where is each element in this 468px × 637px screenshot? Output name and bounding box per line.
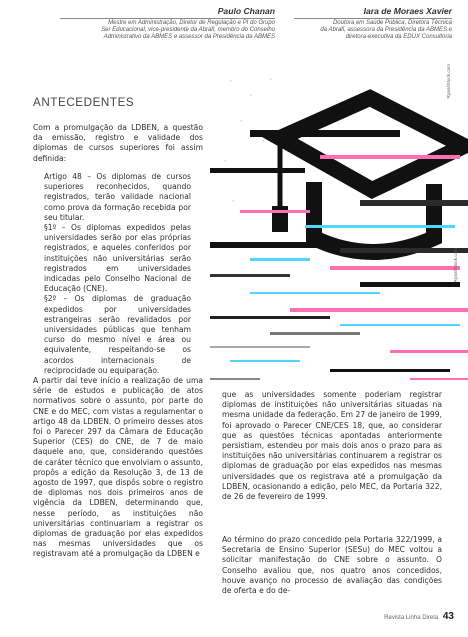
author-bio-line: da Abrafi, assessora da Presidência da ABMES e bbox=[320, 26, 452, 33]
author-name: Paulo Chanan bbox=[60, 6, 275, 19]
quote-paragraph: §2º – Os diplomas de graduação expedidos por universidades estrangeiras serão revalidados por universidades públicas que tenham curso do mesmo nível e área ou equivalente, respeitando-se os acordos internacionais de reciprocidade ou equiparação. bbox=[44, 294, 191, 375]
body-paragraph: A partir daí teve início a realização de uma série de estudos e publicação de atos normativos sobre o assunto, por parte do CNE e do MEC, com vistas a regulamentar o artigo 48 da LDBEN. O primeiro desses atos foi o Parecer 297 da Câmara de Educação Superior (CES) do CNE, de 7 de maio daquele ano, que, considerando questões de caráter técnico que envolviam o assunto, propôs a edição da Resolução 3, de 13 de agosto de 1997, que dispôs sobre o registro de diplomas nos dois primeiros anos de vigência da LDBEN, determinando que, nesse período, as instituições não universitárias continuariam a registrar os diplomas de graduação por elas expedidos nas mesmas universidades que os registravam até a promulgação da LDBEN e bbox=[33, 376, 203, 559]
author-bio-line: Administrativo da ABMES e assessor da Presidência da ABMES bbox=[103, 33, 275, 40]
law-quote bbox=[44, 172, 191, 376]
quote-paragraph: Artigo 48 – Os diplomas de cursos superiores reconhecidos, quando registrados, terão validade nacional como prova da formação recebida por seu titular. bbox=[44, 172, 191, 222]
author-bio bbox=[294, 20, 452, 40]
image-credit: Ryan/iStock.com bbox=[446, 64, 451, 99]
publication-name: Revista Linha Direta bbox=[384, 615, 439, 621]
intro-paragraph: Com a promulgação da LDBEN, a questão da emissão, registro e validade dos diplomas de cursos superiores foi assim definida: bbox=[33, 123, 203, 163]
author-bio-line: diretora-executiva da EDUX Consultoria bbox=[345, 33, 452, 40]
section-title: ANTECEDENTES bbox=[33, 96, 135, 109]
page-footer bbox=[384, 611, 454, 622]
body-paragraph: Ao término do prazo concedido pela Portaria 322/1999, a Secretaria de Ensino Superior (SESu) do MEC voltou a solicitar manifestação do CNE sobre o assunto. O Conselho avaliou que, nos quatro anos concedidos, houve avanço no processo de avaliação das condições de oferta e do de- bbox=[222, 535, 442, 596]
author-block-iara-de-moraes-xavier bbox=[294, 6, 452, 40]
author-bio bbox=[60, 20, 275, 40]
image-credit: Ryan/iStock.com bbox=[453, 248, 458, 283]
author-block-paulo-chanan bbox=[60, 6, 275, 40]
author-bio-line: Ser Educacional, vice-presidente da Abrafi, membro do Conselho bbox=[101, 26, 275, 33]
author-name: Iara de Moraes Xavier bbox=[294, 6, 452, 19]
page-number: 43 bbox=[442, 611, 454, 622]
body-paragraph: que as universidades somente poderiam registrar diplomas de instituições não universitárias situadas na mesma unidade da federação. Em 27 de janeiro de 1999, foi aprovado o Parecer CNE/CES 18, que, ao considerar que as questões técnicas apontadas anteriormente persistiam, estendeu por mais dois anos o prazo para as instituições não universitárias continuarem a registrar os diplomas de graduação por elas expedidos nas mesmas universidades que os registrava até a promulgação da LDBEN, ocasionando a edição, pelo MEC, da Portaria 322, de 26 de fevereiro de 1999. bbox=[222, 390, 442, 502]
author-bio-line: Mestre em Administração, Diretor de Regulação e PI do Grupo bbox=[108, 20, 275, 26]
author-bio-line: Doutora em Saúde Pública, Diretora Técnica bbox=[332, 20, 452, 26]
quote-paragraph: §1º – Os diplomas expedidos pelas universidades serão por elas próprias registrados, e aqueles conferidos por instituições não universitárias serão registrados em universidades indicadas pelo Conselho Nacional de Educação (CNE). bbox=[44, 223, 191, 294]
glitch-graduation-cap-illustration bbox=[210, 60, 468, 385]
